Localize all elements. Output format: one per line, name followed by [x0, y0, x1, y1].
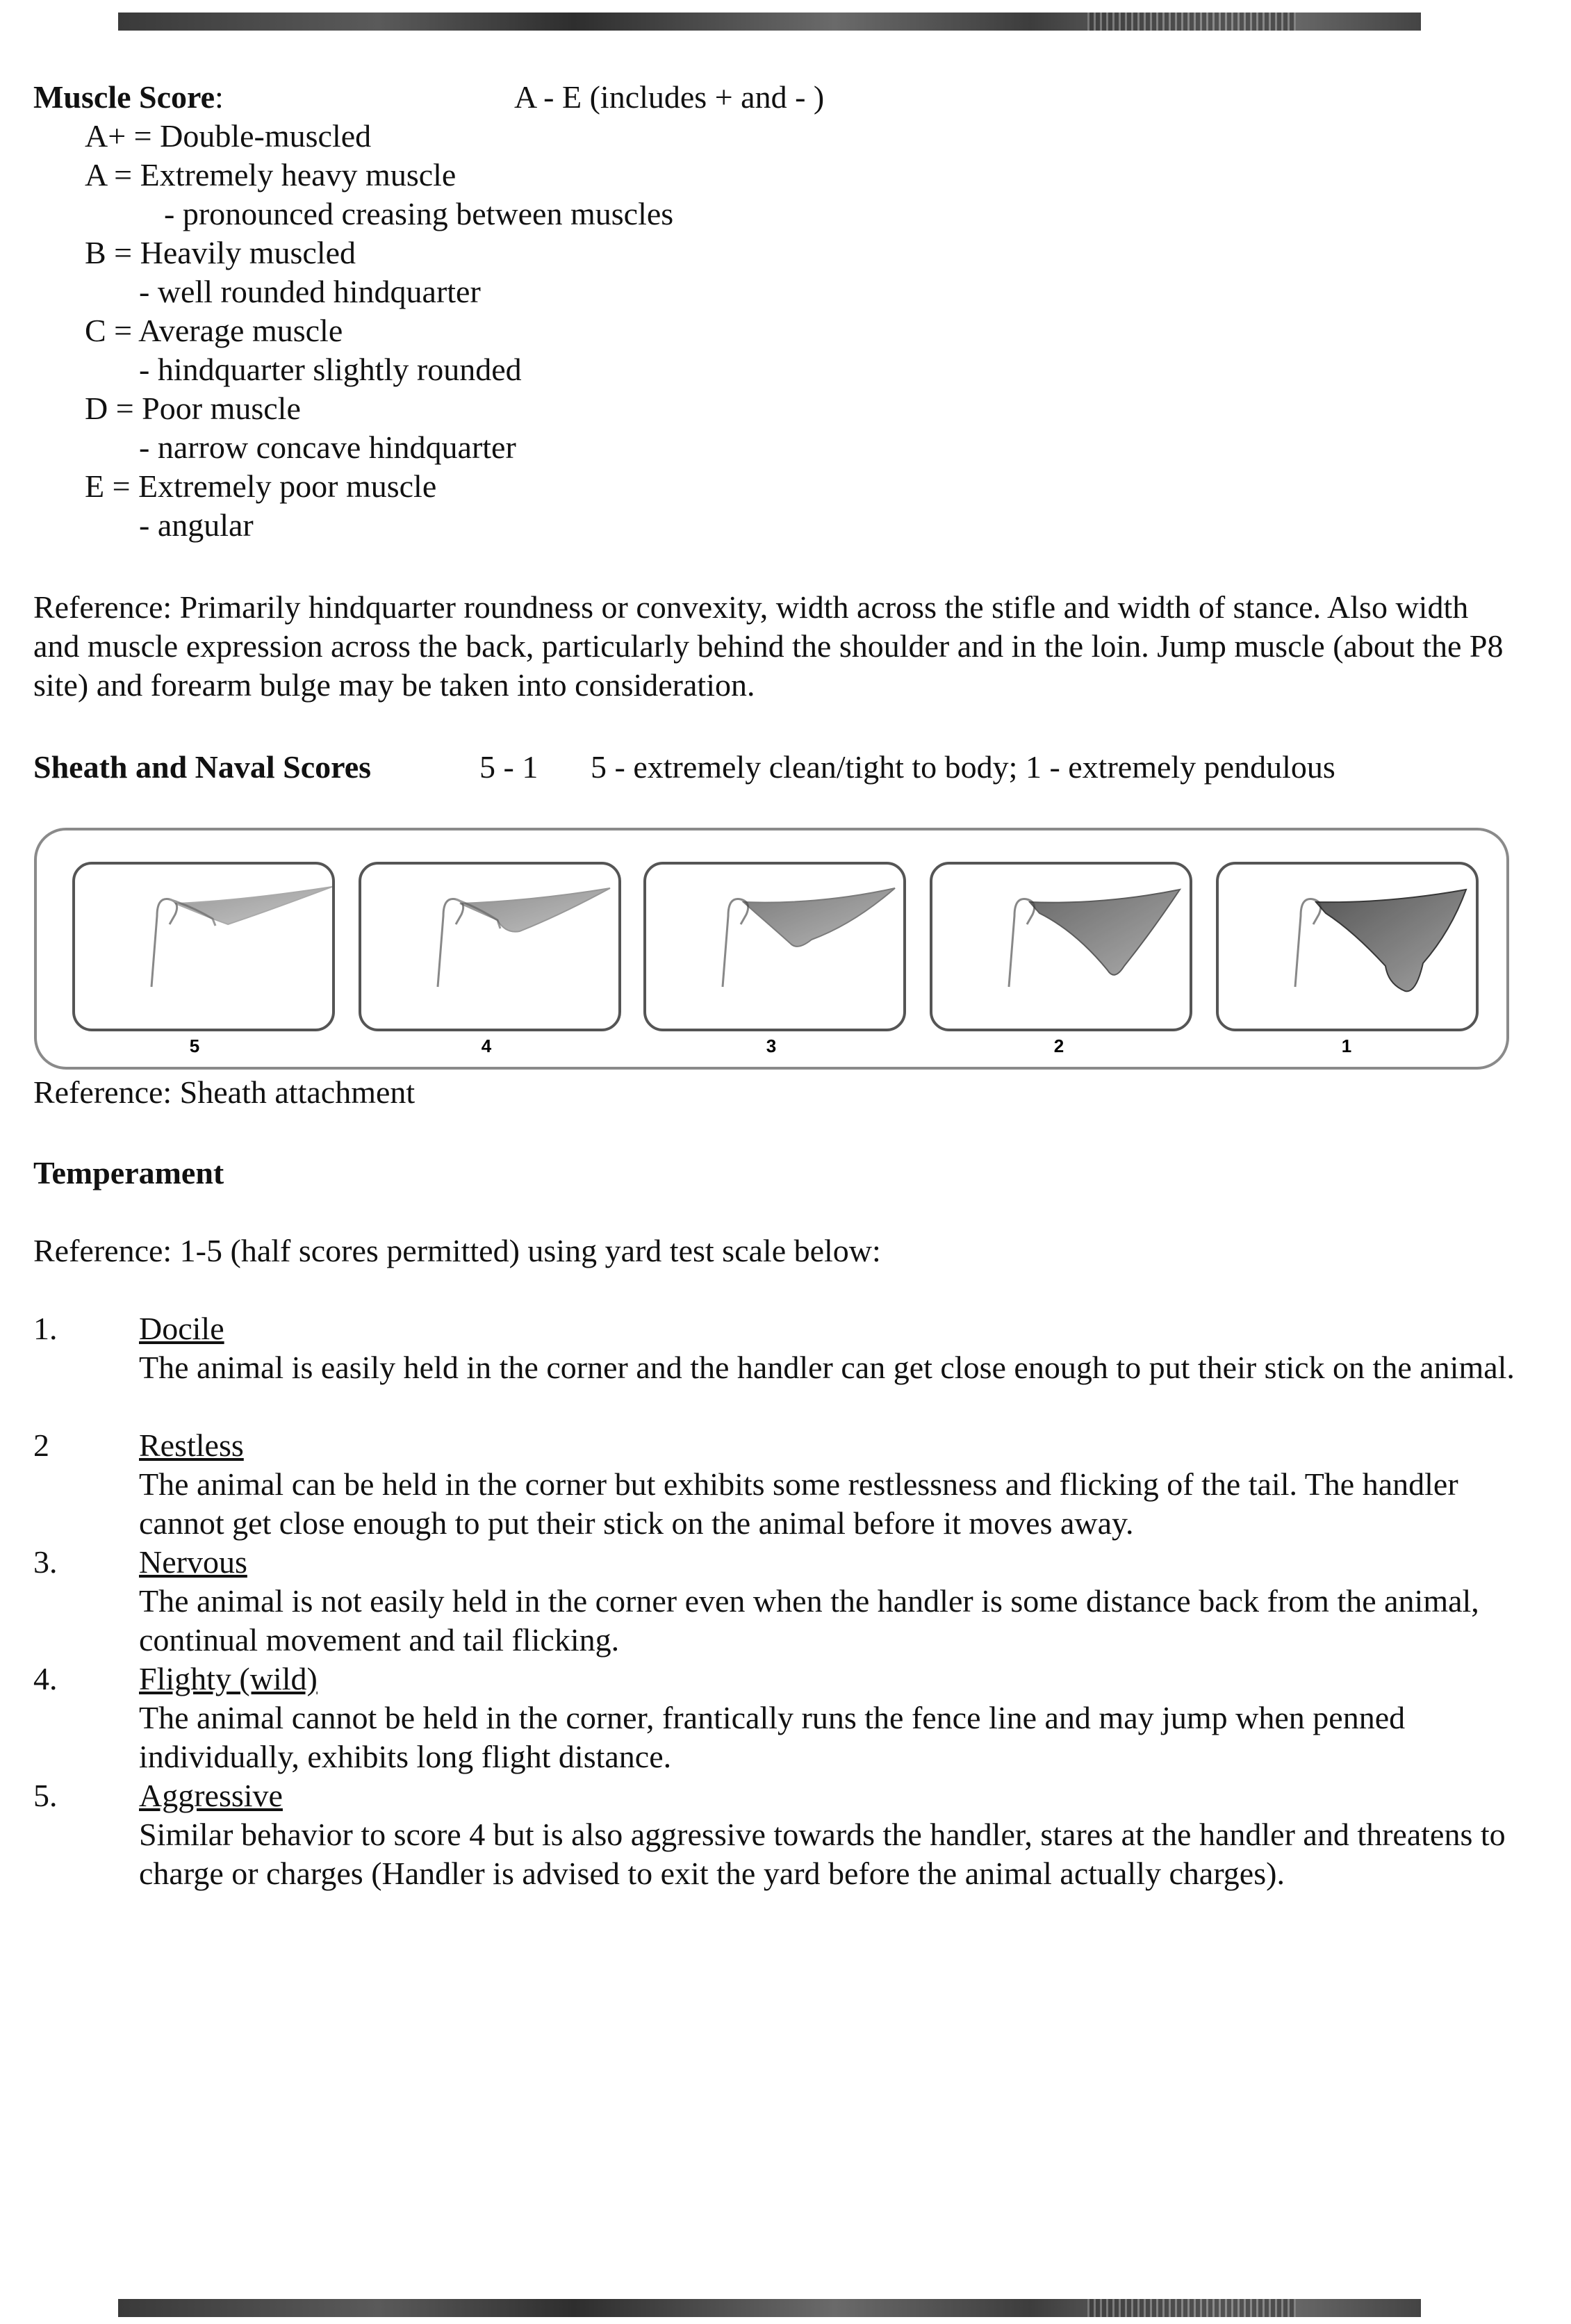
- temperament-number: 2: [33, 1427, 49, 1463]
- figure-label-5: 5: [189, 1036, 200, 1056]
- sheath-heading: Sheath and Naval Scores: [33, 749, 372, 785]
- temperament-description: Similar behavior to score 4 but is also aggressive towards the handler, stares at the handler and threatens to charge or charges (Handler is advised to exit the yard before the animal actually charges).: [139, 1817, 1506, 1891]
- temperament-description: The animal cannot be held in the corner, frantically runs the fence line and may jump when penned individually, exhibits long flight distance.: [139, 1700, 1406, 1774]
- sheath-panel-2: [931, 863, 1191, 1030]
- sheath-panel-4: [360, 863, 620, 1030]
- muscle-score-range: A - E (includes + and - ): [514, 79, 825, 115]
- sheath-panel-1: [1217, 863, 1477, 1030]
- muscle-item-note: - narrow concave hindquarter: [139, 429, 516, 465]
- figure-label-3: 3: [766, 1036, 777, 1056]
- sheath-range: 5 - 1: [479, 749, 538, 785]
- footer-band: [118, 2299, 1421, 2317]
- temperament-title: Flighty (wild): [139, 1661, 318, 1696]
- temperament-description: The animal is easily held in the corner and the handler can get close enough to put their stick on the animal.: [139, 1350, 1515, 1385]
- muscle-item-note: - well rounded hindquarter: [139, 274, 481, 309]
- temperament-number: 1.: [33, 1311, 58, 1346]
- muscle-item: B = Heavily muscled: [85, 235, 356, 270]
- sheath-score-figure: [33, 827, 1510, 1070]
- muscle-item: A = Extremely heavy muscle: [85, 157, 457, 193]
- temperament-description: The animal can be held in the corner but exhibits some restlessness and flicking of the tail. The handler cannot get close enough to put their stick on the animal before it moves away.: [139, 1466, 1458, 1541]
- muscle-item: A+ = Double-muscled: [85, 118, 372, 154]
- temperament-heading: Temperament: [33, 1155, 224, 1190]
- temperament-number: 4.: [33, 1661, 58, 1696]
- temperament-reference: Reference: 1-5 (half scores permitted) using yard test scale below:: [33, 1233, 881, 1268]
- sheath-description: 5 - extremely clean/tight to body; 1 - extremely pendulous: [591, 749, 1335, 785]
- muscle-reference: Reference: Primarily hindquarter roundness or convexity, width across the stifle and width of stance. Also width and muscle expression across the back, particularly behind the shoulder and in the loin. Jump muscle (about the P8 site) and forearm bulge may be taken into consideration.: [33, 589, 1504, 703]
- temperament-title: Nervous: [139, 1544, 247, 1580]
- muscle-item: C = Average muscle: [85, 313, 343, 348]
- muscle-item: D = Poor muscle: [85, 391, 301, 426]
- muscle-item: E = Extremely poor muscle: [85, 468, 437, 504]
- muscle-item-note: - hindquarter slightly rounded: [139, 352, 522, 387]
- sheath-panel-5: [74, 863, 334, 1030]
- sheath-reference: Reference: Sheath attachment: [33, 1074, 416, 1110]
- figure-label-2: 2: [1053, 1036, 1064, 1056]
- header-band: [118, 13, 1421, 31]
- sheath-panel-3: [645, 863, 905, 1030]
- temperament-title: Restless: [139, 1427, 244, 1463]
- muscle-item-note: - angular: [139, 507, 254, 543]
- figure-label-4: 4: [481, 1036, 492, 1056]
- temperament-description: The animal is not easily held in the corner even when the handler is some distance back from the animal, continual movement and tail flicking.: [139, 1583, 1479, 1658]
- figure-label-1: 1: [1341, 1036, 1352, 1056]
- muscle-item-note: - pronounced creasing between muscles: [164, 196, 674, 231]
- temperament-number: 5.: [33, 1778, 58, 1813]
- temperament-title: Aggressive: [139, 1778, 283, 1813]
- muscle-score-heading: Muscle Score:: [33, 79, 224, 115]
- temperament-number: 3.: [33, 1544, 58, 1580]
- temperament-title: Docile: [139, 1311, 224, 1346]
